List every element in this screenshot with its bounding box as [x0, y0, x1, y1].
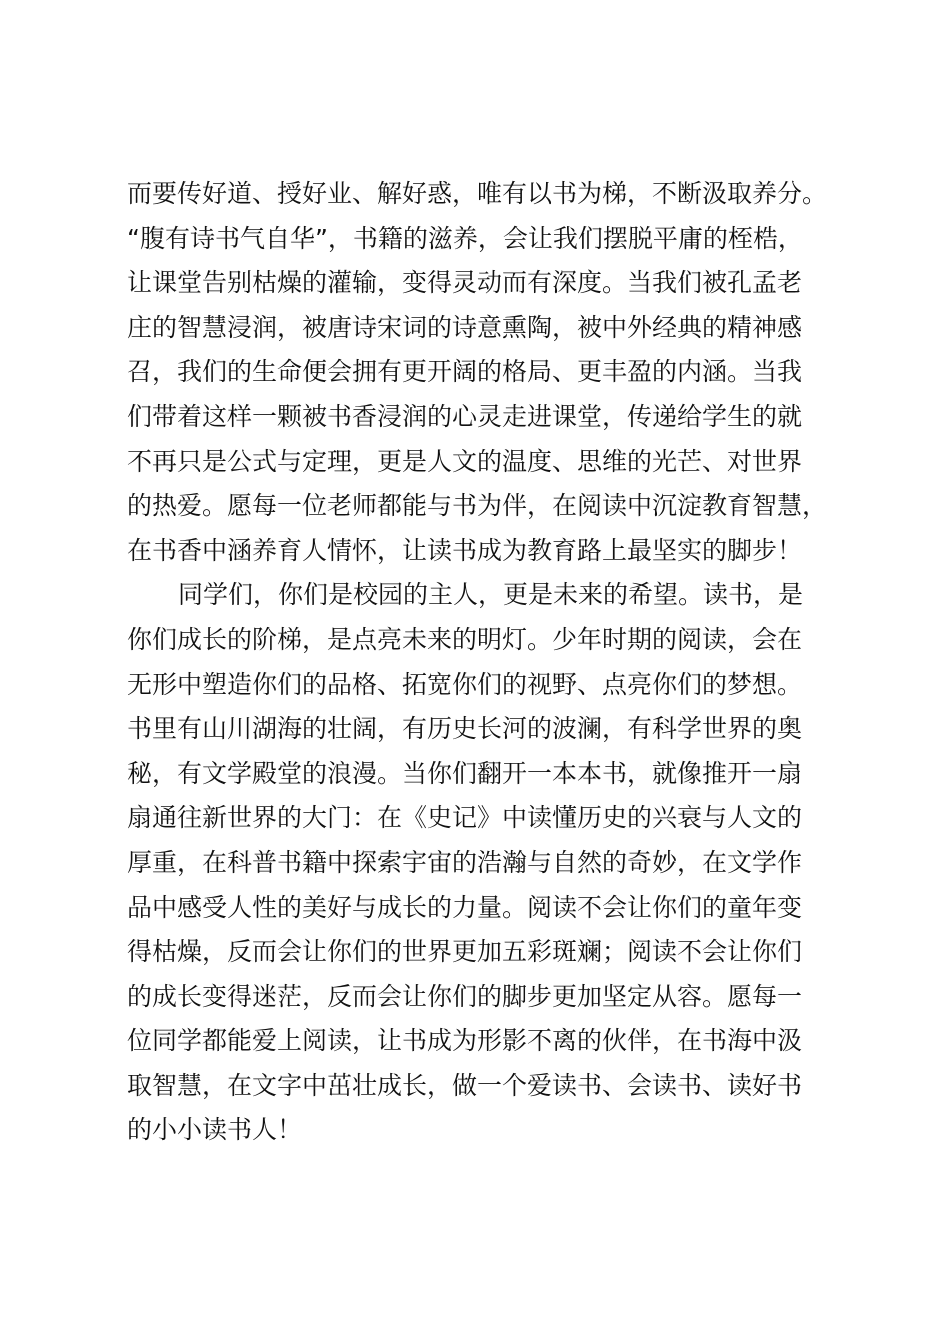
body-text [127, 172, 857, 1153]
paragraph-2-line: 取智慧，在文字中茁壮成长，做一个爱读书、会读书、读好书 [127, 1070, 803, 1100]
paragraph-2-line: 书里有山川湖海的壮阔，有历史长河的波澜，有科学世界的奥 [127, 714, 803, 744]
paragraph-1-line: 让课堂告别枯燥的灌输，变得灵动而有深度。当我们被孔孟老 [127, 268, 803, 298]
paragraph-1-line: “腹有诗书气自华”，书籍的滋养，会让我们摆脱平庸的桎梏， [127, 223, 803, 253]
paragraph-2-line: 得枯燥，反而会让你们的世界更加五彩斑斓；阅读不会让你们 [127, 937, 803, 967]
paragraph-1-line: 召，我们的生命便会拥有更开阔的格局、更丰盈的内涵。当我 [127, 357, 803, 387]
paragraph-1-line: 庄的智慧浸润，被唐诗宋词的诗意熏陶，被中外经典的精神感 [127, 312, 803, 342]
paragraph-2-line: 的成长变得迷茫，反而会让你们的脚步更加坚定从容。愿每一 [127, 981, 803, 1011]
paragraph-1-line: 不再只是公式与定理，更是人文的温度、思维的光芒、对世界 [127, 446, 803, 476]
paragraph-2-line: 秘，有文学殿堂的浪漫。当你们翻开一本本书，就像推开一扇 [127, 758, 803, 788]
paragraph-2-line: 厚重，在科普书籍中探索宇宙的浩瀚与自然的奇妙，在文学作 [127, 847, 803, 877]
paragraph-2-line: 品中感受人性的美好与成长的力量。阅读不会让你们的童年变 [127, 892, 803, 922]
paragraph-1-line: 们带着这样一颗被书香浸润的心灵走进课堂，传递给学生的就 [127, 401, 803, 431]
paragraph-2-line: 你们成长的阶梯，是点亮未来的明灯。少年时期的阅读，会在 [127, 624, 803, 654]
paragraph-1-line: 的热爱。愿每一位老师都能与书为伴，在阅读中沉淀教育智慧， [127, 491, 828, 521]
paragraph-2-first-line: 同学们，你们是校园的主人，更是未来的希望。读书，是 [178, 580, 804, 610]
paragraph-2-line: 的小小读书人！ [127, 1115, 303, 1145]
paragraph-1-line: 在书香中涵养育人情怀，让读书成为教育路上最坚实的脚步！ [127, 535, 803, 565]
paragraph-2-line: 位同学都能爱上阅读，让书成为形影不离的伙伴，在书海中汲 [127, 1026, 803, 1056]
paragraph-2-line: 扇通往新世界的大门：在《史记》中读懂历史的兴衰与人文的 [127, 803, 803, 833]
paragraph-2-line: 无形中塑造你们的品格、拓宽你们的视野、点亮你们的梦想。 [127, 669, 803, 699]
paragraph-1-line: 而要传好道、授好业、解好惑，唯有以书为梯，不断汲取养分。 [127, 179, 828, 208]
